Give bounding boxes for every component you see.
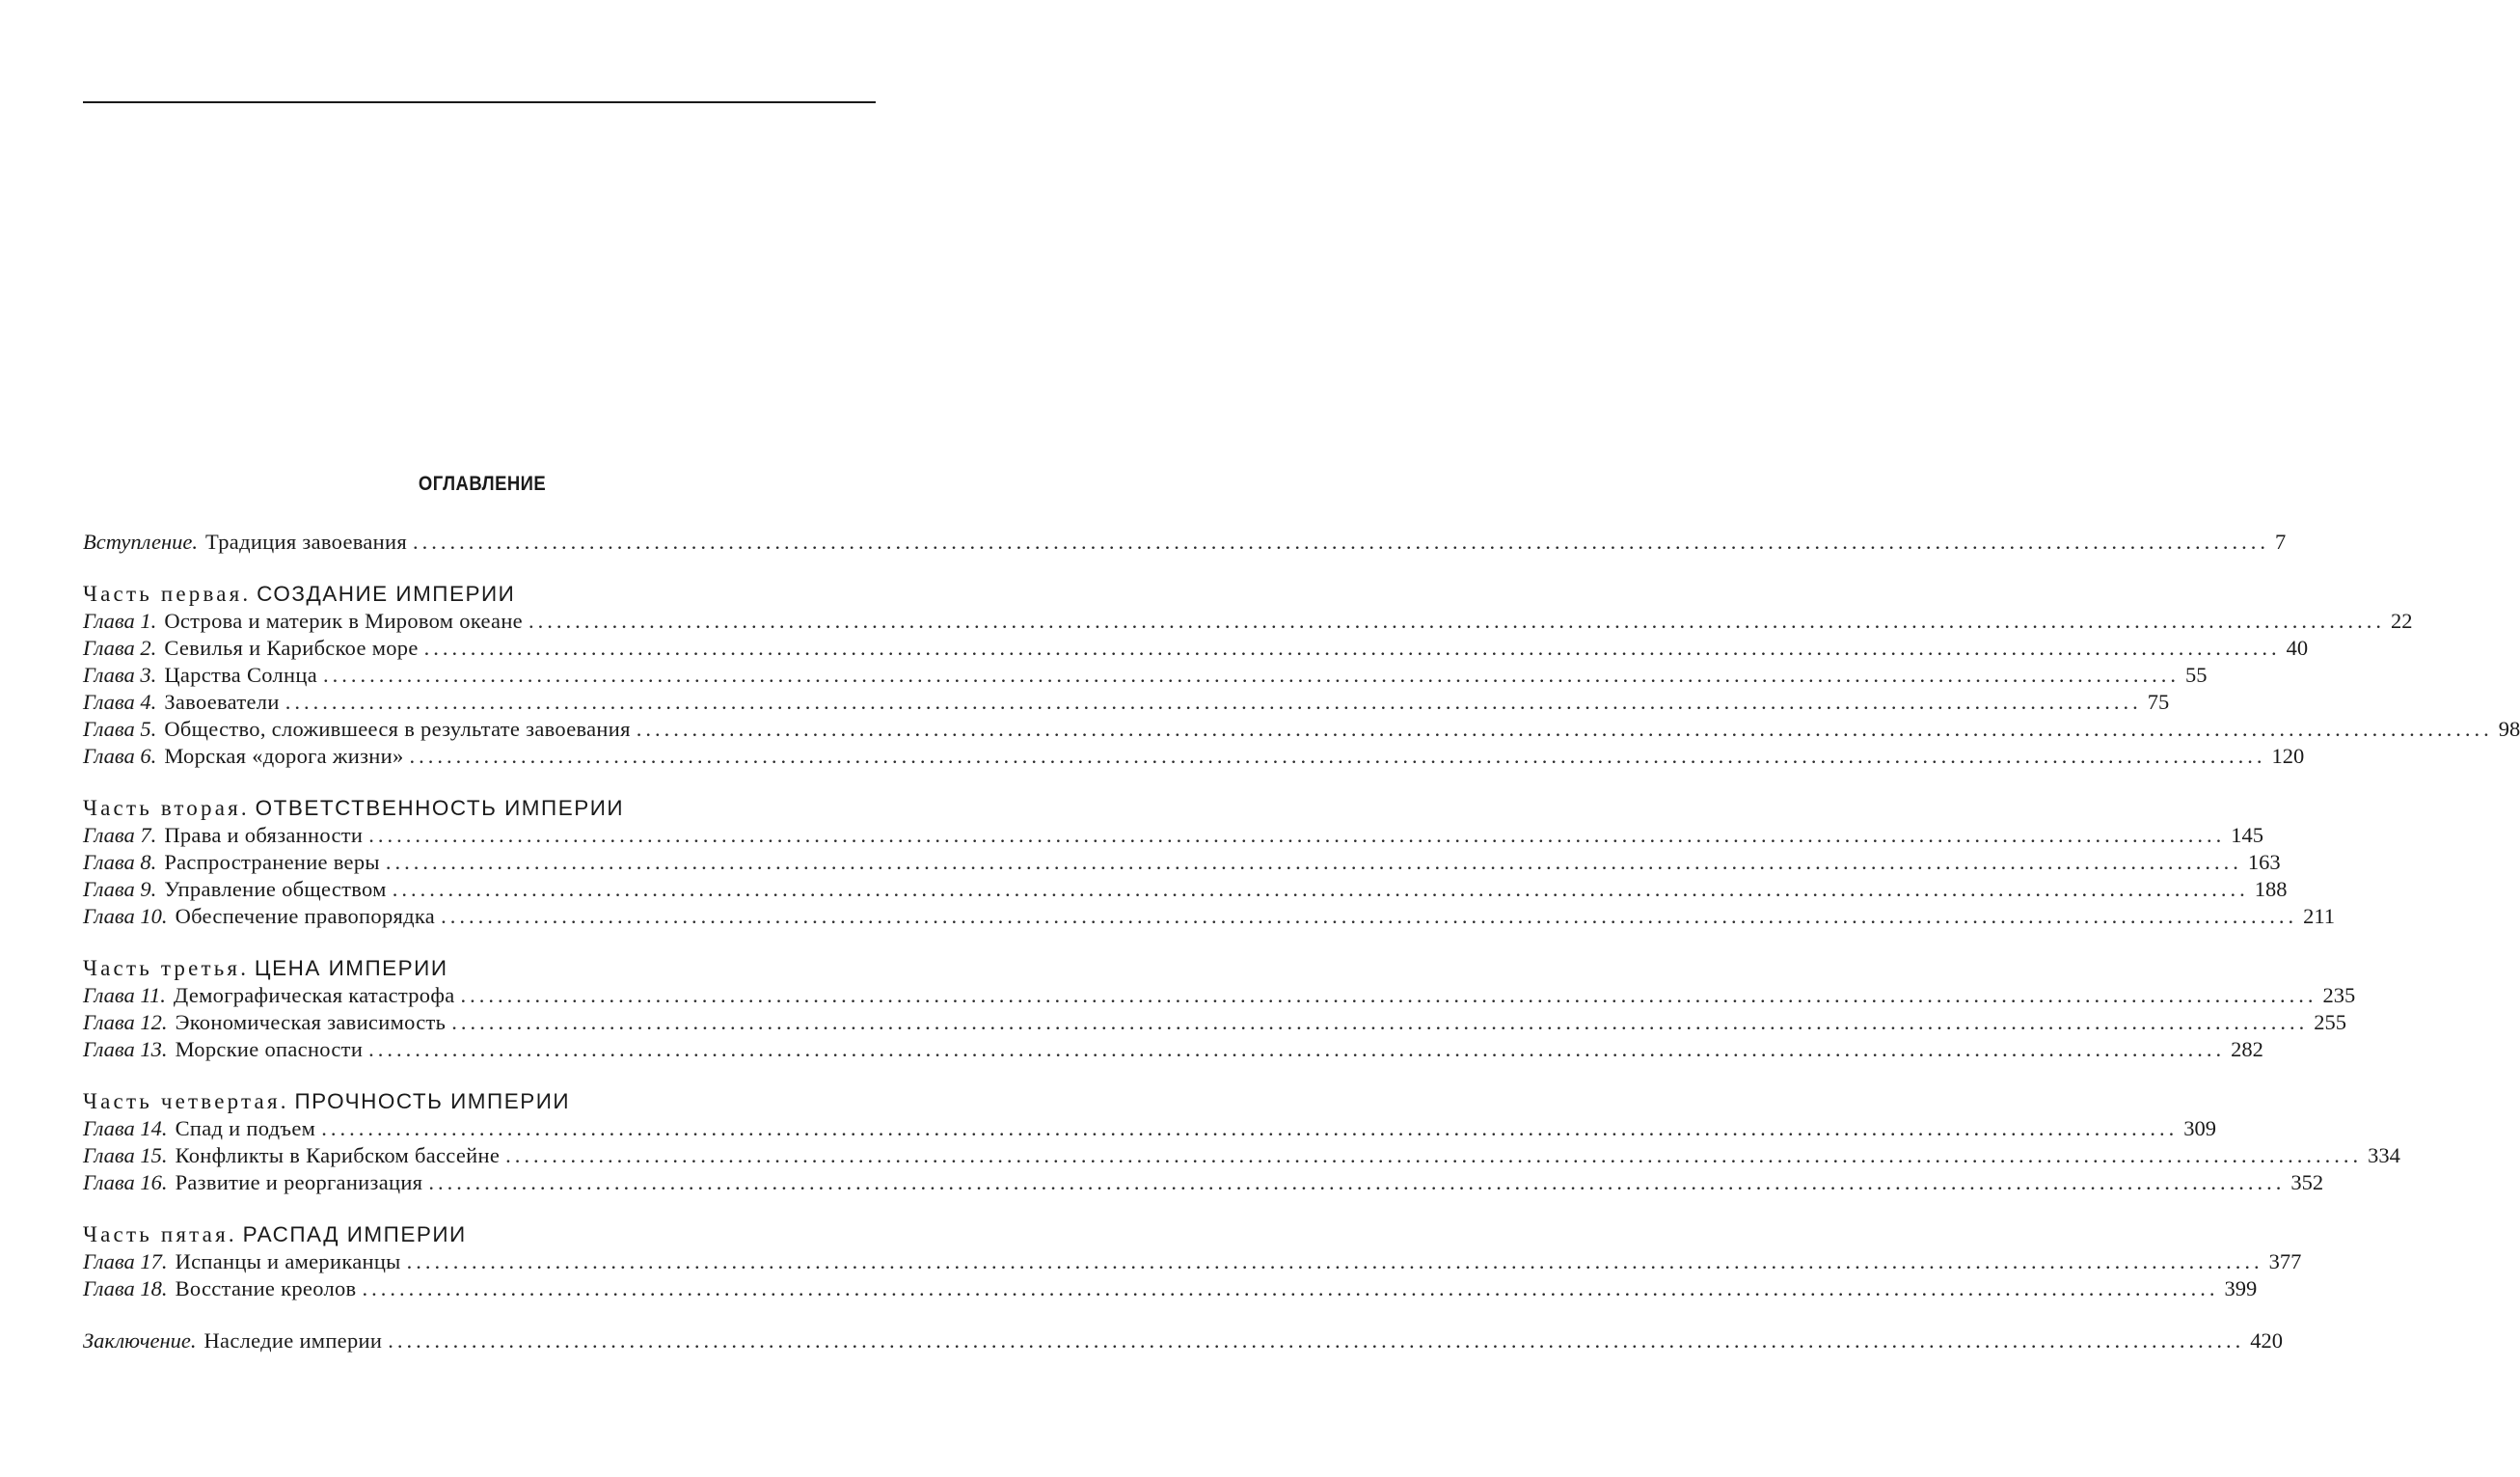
part-heading-1 xyxy=(83,581,874,608)
dot-leader: ........................................................................................................................................................................................................ xyxy=(385,850,2242,874)
entry-title: Развитие и реорганизация xyxy=(175,1170,423,1194)
entry-label: Глава 11. xyxy=(83,983,166,1007)
entry-page: 377 xyxy=(2268,1249,2302,1273)
entry-label: Глава 7. xyxy=(83,823,157,847)
dot-leader: ........................................................................................................................................................................................................ xyxy=(409,744,2266,768)
entry-page: 352 xyxy=(2290,1170,2324,1194)
part-heading-3 xyxy=(83,955,874,982)
entry-page: 7 xyxy=(2275,530,2287,554)
toc-entry-chapter-17[interactable] xyxy=(83,1248,2302,1275)
entry-page: 188 xyxy=(2254,877,2288,901)
entry-title: Общество, сложившееся в результате завоевания xyxy=(164,717,631,741)
toc-entry-chapter-14[interactable] xyxy=(83,1115,2216,1142)
entry-page: 282 xyxy=(2231,1037,2263,1061)
dot-leader: ........................................................................................................................................................................................................ xyxy=(388,1328,2245,1353)
part-title: ЦЕНА ИМПЕРИИ xyxy=(254,956,448,980)
entry-page: 55 xyxy=(2185,663,2208,687)
entry-title: Севилья и Карибское море xyxy=(164,636,419,660)
entry-label: Глава 15. xyxy=(83,1143,168,1167)
entry-label: Глава 5. xyxy=(83,717,157,741)
toc-entry-conclusion[interactable] xyxy=(83,1327,2283,1354)
dot-leader: ........................................................................................................................................................................................................ xyxy=(451,1010,2309,1034)
toc-entry-chapter-8[interactable] xyxy=(83,849,2281,876)
entry-page: 309 xyxy=(2183,1116,2216,1140)
entry-page: 420 xyxy=(2250,1328,2283,1353)
top-rule xyxy=(83,101,876,103)
dot-leader: ........................................................................................................................................................................................................ xyxy=(321,1116,2179,1140)
entry-page: 163 xyxy=(2247,850,2281,874)
dot-leader: ........................................................................................................................................................................................................ xyxy=(528,609,2385,633)
dot-leader: ........................................................................................................................................................................................................ xyxy=(285,690,2142,714)
part-title: СОЗДАНИЕ ИМПЕРИИ xyxy=(257,582,516,606)
toc-entry-chapter-15[interactable] xyxy=(83,1142,2400,1169)
entry-title: Традиция завоевания xyxy=(205,530,408,554)
entry-label: Глава 18. xyxy=(83,1276,168,1300)
entry-label: Глава 4. xyxy=(83,690,157,714)
entry-label: Глава 1. xyxy=(83,609,157,633)
part-title: ОТВЕТСТВЕННОСТЬ ИМПЕРИИ xyxy=(255,796,625,820)
entry-title: Морские опасности xyxy=(175,1037,364,1061)
part-heading-5 xyxy=(83,1221,874,1248)
part-label: Часть третья. xyxy=(83,956,250,980)
entry-page: 211 xyxy=(2303,904,2335,928)
dot-leader: ........................................................................................................................................................................................................ xyxy=(636,717,2493,741)
dot-leader: ........................................................................................................................................................................................................ xyxy=(323,663,2181,687)
dot-leader: ........................................................................................................................................................................................................ xyxy=(460,983,2317,1007)
entry-title: Наследие империи xyxy=(203,1328,383,1353)
entry-page: 399 xyxy=(2224,1276,2258,1300)
toc-entry-chapter-6[interactable] xyxy=(83,743,2305,770)
entry-title: Восстание креолов xyxy=(175,1276,357,1300)
toc-entry-chapter-5[interactable] xyxy=(83,716,2520,743)
entry-label: Глава 3. xyxy=(83,663,157,687)
entry-title: Демографическая катастрофа xyxy=(173,983,455,1007)
toc-entry-chapter-16[interactable] xyxy=(83,1169,2324,1196)
entry-page: 40 xyxy=(2286,636,2309,660)
entry-title: Испанцы и американцы xyxy=(175,1249,401,1273)
entry-label: Глава 10. xyxy=(83,904,168,928)
toc-entry-chapter-3[interactable] xyxy=(83,662,2208,689)
dot-leader: ........................................................................................................................................................................................................ xyxy=(368,823,2226,847)
page-title: ОГЛАВЛЕНИЕ xyxy=(418,473,547,495)
dot-leader: ........................................................................................................................................................................................................ xyxy=(392,877,2249,901)
toc-entry-chapter-13[interactable] xyxy=(83,1036,2263,1063)
part-label: Часть четвертая. xyxy=(83,1089,289,1113)
toc-entry-chapter-18[interactable] xyxy=(83,1275,2258,1302)
entry-label: Глава 6. xyxy=(83,744,157,768)
toc-entry-chapter-12[interactable] xyxy=(83,1009,2346,1036)
entry-label: Глава 2. xyxy=(83,636,157,660)
entry-page: 98 xyxy=(2498,717,2520,741)
toc-entry-chapter-1[interactable] xyxy=(83,608,2413,635)
table-of-contents xyxy=(83,529,2520,1354)
dot-leader: ........................................................................................................................................................................................................ xyxy=(406,1249,2263,1273)
entry-title: Обеспечение правопорядка xyxy=(175,904,436,928)
entry-label: Глава 13. xyxy=(83,1037,168,1061)
entry-page: 334 xyxy=(2368,1143,2400,1167)
part-title: ПРОЧНОСТЬ ИМПЕРИИ xyxy=(294,1089,571,1113)
toc-entry-chapter-9[interactable] xyxy=(83,876,2288,903)
toc-entry-chapter-10[interactable] xyxy=(83,903,2335,930)
dot-leader: ........................................................................................................................................................................................................ xyxy=(423,636,2281,660)
entry-title: Конфликты в Карибском бассейне xyxy=(175,1143,501,1167)
entry-page: 120 xyxy=(2271,744,2305,768)
entry-label: Вступление. xyxy=(83,530,199,554)
dot-leader: ........................................................................................................................................................................................................ xyxy=(413,530,2270,554)
dot-leader: ........................................................................................................................................................................................................ xyxy=(441,904,2298,928)
dot-leader: ........................................................................................................................................................................................................ xyxy=(368,1037,2226,1061)
entry-page: 145 xyxy=(2231,823,2263,847)
entry-title: Распространение веры xyxy=(164,850,380,874)
toc-entry-chapter-7[interactable] xyxy=(83,822,2263,849)
entry-label: Глава 9. xyxy=(83,877,157,901)
toc-entry-chapter-11[interactable] xyxy=(83,982,2356,1009)
dot-leader: ........................................................................................................................................................................................................ xyxy=(428,1170,2286,1194)
dot-leader: ........................................................................................................................................................................................................ xyxy=(362,1276,2219,1300)
entry-title: Острова и материк в Мировом океане xyxy=(164,609,523,633)
toc-entry-intro[interactable] xyxy=(83,529,2287,556)
part-heading-2 xyxy=(83,795,874,822)
entry-page: 235 xyxy=(2322,983,2356,1007)
entry-page: 75 xyxy=(2147,690,2170,714)
entry-label: Заключение. xyxy=(83,1328,197,1353)
entry-title: Права и обязанности xyxy=(164,823,364,847)
entry-title: Морская «дорога жизни» xyxy=(164,744,404,768)
toc-entry-chapter-2[interactable] xyxy=(83,635,2309,662)
entry-title: Царства Солнца xyxy=(164,663,318,687)
part-title: РАСПАД ИМПЕРИИ xyxy=(242,1222,467,1246)
entry-label: Глава 17. xyxy=(83,1249,168,1273)
entry-page: 255 xyxy=(2314,1010,2346,1034)
entry-label: Глава 8. xyxy=(83,850,157,874)
part-label: Часть пятая. xyxy=(83,1222,237,1246)
entry-title: Управление обществом xyxy=(164,877,387,901)
toc-entry-chapter-4[interactable] xyxy=(83,689,2170,716)
entry-page: 22 xyxy=(2390,609,2413,633)
entry-label: Глава 12. xyxy=(83,1010,168,1034)
entry-label: Глава 16. xyxy=(83,1170,168,1194)
part-label: Часть вторая. xyxy=(83,796,250,820)
dot-leader: ........................................................................................................................................................................................................ xyxy=(505,1143,2363,1167)
entry-label: Глава 14. xyxy=(83,1116,168,1140)
part-heading-4 xyxy=(83,1088,874,1115)
entry-title: Завоеватели xyxy=(164,690,280,714)
part-label: Часть первая. xyxy=(83,582,252,606)
entry-title: Экономическая зависимость xyxy=(175,1010,447,1034)
entry-title: Спад и подъем xyxy=(175,1116,316,1140)
